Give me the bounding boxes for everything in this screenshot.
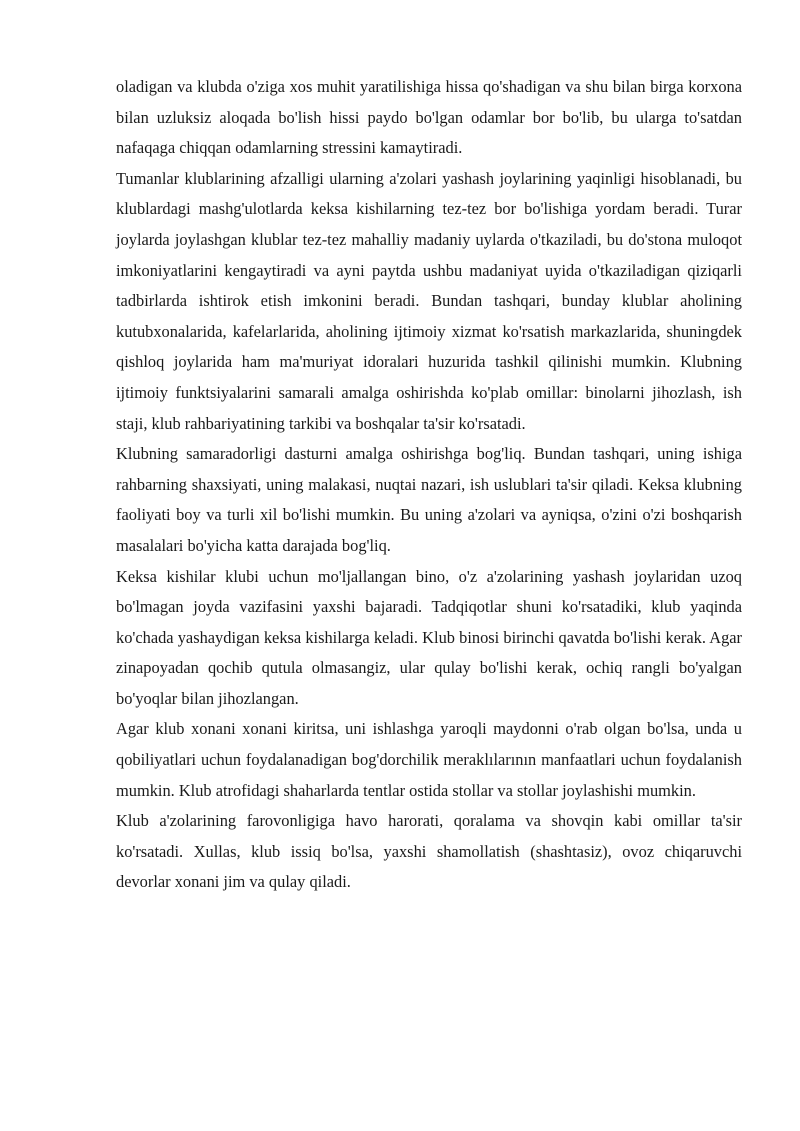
paragraph-wellbeing-factors: Klub a'zolarining farovonligiga havo harorati, qoralama va shovqin kabi omillar ta'sir ko'rsatadi. Xullas, klub issiq bo'lsa, yaxshi shamollatish (shashtasiz), ovoz chiqaruvchi devorlar xonani jim va qulay qiladi. xyxy=(116,811,742,892)
paragraph-garden-area: Agar klub xonani xonani kiritsa, uni ishlashga yaroqli maydonni o'rab olgan bo'lsa, unda u qobiliyatlari uchun foydalanadigan bog'dorchilik meraklılarının manfaatlari uchun foydalanish mumkin. Klub atrofidagi shaharlarda tentlar ostida stollar va stollar joylashishi mumkin. xyxy=(116,719,742,800)
paragraph-club-effectiveness: Klubning samaradorligi dasturni amalga oshirishga bog'liq. Bundan tashqari, uning ishiga rahbarning shaxsiyati, uning malakasi, nuqtai nazari, ish uslublari ta'sir qiladi. Keksa klubning faoliyati boy va turli xil bo'lishi mumkin. Bu uning a'zolari va ayniqsa, o'zini o'zi boshqarish masalalari bo'yicha katta darajada bog'liq. xyxy=(116,444,742,555)
document-page xyxy=(116,72,742,898)
paragraph-continuation: oladigan va klubda o'ziga xos muhit yaratilishiga hissa qo'shadigan va shu bilan birga korxona bilan uzluksiz aloqada bo'lish hissi paydo bo'lgan odamlar bor bo'lib, bu ularga to'satdan nafaqaga chiqqan odamlarning stressini kamaytiradi. xyxy=(116,77,742,158)
paragraph-district-clubs: Tumanlar klublarining afzalligi ularning a'zolari yashash joylarining yaqinligi hisoblanadi, bu klublardagi mashg'ulotlarda keksa kishilarning tez-tez bor bo'lishiga yordam beradi. Turar joylarda joylashgan klublar tez-tez mahalliy madaniy uylarda o'tkaziladi, bu do'stona muloqot imkoniyatlarini kengaytiradi va ayni paytda ushbu madaniyat uyida o'tkaziladigan qiziqarli tadbirlarda ishtirok etish imkonini beradi. Bundan tashqari, bunday klublar aholining kutubxonalarida, kafelarlarida, aholining ijtimoiy xizmat ko'rsatish markazlarida, shuningdek qishloq joylarida ham ma'muriyat idoralari huzurida tashkil qilinishi mumkin. Klubning ijtimoiy funktsiyalarini samarali amalga oshirishda ko'plab omillar: binolarni jihozlash, ish staji, klub rahbariyatining tarkibi va boshqalar ta'sir ko'rsatadi. xyxy=(116,168,742,433)
paragraph-club-building: Keksa kishilar klubi uchun mo'ljallangan bino, o'z a'zolarining yashash joylaridan uzoq bo'lmagan joyda vazifasini yaxshi bajaradi. Tadqiqotlar shuni ko'rsatadiki, klub yaqinda ko'chada yashaydigan keksa kishilarga keladi. Klub binosi birinchi qavatda bo'lishi kerak. Agar zinapoyadan qochib qutula olmasangiz, ular qulay bo'lishi kerak, ochiq rangli bo'yalgan bo'yoqlar bilan jihozlangan. xyxy=(116,566,742,708)
